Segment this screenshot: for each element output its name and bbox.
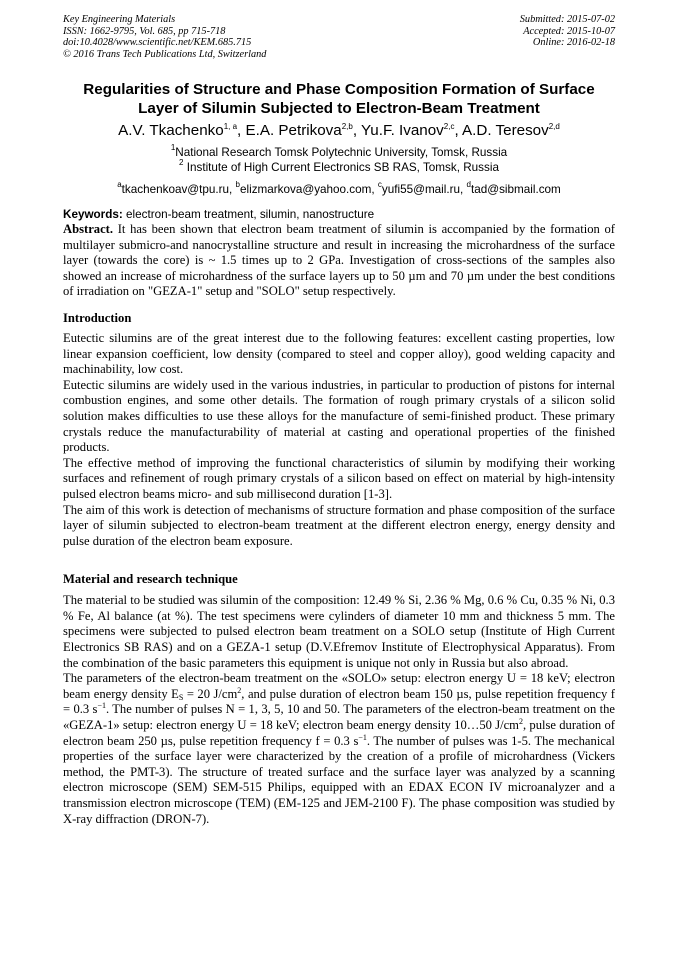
superscript: −1 (358, 732, 367, 742)
affiliation-text: Institute of High Current Electronics SB RAS, Tomsk, Russia (183, 161, 499, 174)
email-link[interactable]: tad@sibmail.com (470, 183, 561, 196)
text-run: The parameters of the electron-beam treatment on the «SOLO» setup: electron energy U = 18 keV; electron beam energy density E (63, 671, 615, 701)
paragraph-parameters (63, 671, 615, 827)
journal-name: Key Engineering Materials (63, 14, 176, 25)
author-list (63, 122, 615, 140)
text-run: , and pulse duration of electron beam 150 µs, pulse repetition frequency f = 0.3 s (63, 686, 616, 717)
paragraph: Eutectic silumins are of the great interest due to the following features: excellent casting properties, low linear expansion coefficient, low density (compared to steel and copper alloy), good welding capacity and machinability, low cost. (63, 330, 615, 377)
paragraph: Eutectic silumins are widely used in the various industries, in particular to production of pistons for internal combustion engines, and some other details. The formation of rough primary crystals of a silicon solid solution makes difficulties to use these alloys for the manufacture of semi-finished product. These primary crystals reduce the manufacturability of material at casting and operational properties of the finished products. (63, 377, 615, 455)
doi-link[interactable]: doi:10.4028/www.scientific.net/KEM.685.715 (63, 37, 252, 49)
publication-header (63, 14, 615, 64)
separator: , (460, 183, 467, 196)
journal-info (63, 14, 266, 60)
text-run: , pulse duration of electron beam 250 µs, pulse repetition frequency f = 0.3 s (63, 718, 615, 748)
text-run: . The number of pulses was 1-5. The mechanical properties of the surface layer were characterized by the creation of a profile of microhardness (Vickers method, the PMT-3). The structure of treated surface and the surface layer was analyzed by a scanning electron microscope (SEM) SEM-515 Philips, equipped with an EDAX ECON IV microanalyzer and a transmission electron microscope (TEM) (EM-125 and JEM-2100 F). The phase composition was studied by X-ray diffraction (DRON-7). (63, 733, 615, 826)
email-mark: d (466, 180, 471, 189)
paragraph: The material to be studied was silumin of the composition: 12.49 % Si, 2.36 % Mg, 0.6 % Cu, 0.35 % Ni, 0.3 % Fe, Al balance (at %). The test specimens were cylinders of diameter 10 mm and thickness 5 mm. The specimens were subjected to pulsed electron beam treatment on a SOLO setup (Institute of High Current Electronics SB RAS) and on a GEZA-1 setup (D.V.Efremov Institute of Electrophysical Apparatus). From the combination of the basic parameters this equipment is unique not only in Russia but also abroad. (63, 593, 615, 670)
copyright-line: © 2016 Trans Tech Publications Ltd, Switzerland (63, 48, 267, 60)
online-date: Online: 2016-02-18 (532, 37, 615, 49)
text-run: . The number of pulses N = 1, 3, 5, 10 and 50. The parameters of the electron-beam treatment on the «GEZA-1» setup: electron energy U = 18 keV; electron beam energy density 10…50 J/cm (63, 702, 615, 733)
superscript: 2 (237, 685, 242, 695)
section-heading-material: Material and research technique (63, 572, 238, 587)
keywords (63, 208, 615, 222)
subscript: S (178, 692, 184, 702)
author-affiliation-mark: 2,c (443, 122, 455, 131)
issn-line: ISSN: 1662-9795, Vol. 685, pp 715-718 (63, 25, 226, 37)
affiliations (63, 145, 615, 175)
paper-title (63, 80, 615, 118)
affiliation-mark: 2 (179, 158, 184, 167)
author: Yu.F. Ivanov (361, 122, 444, 139)
email-mark: c (377, 180, 382, 189)
separator: , (454, 122, 463, 139)
affiliation-text: National Research Tomsk Polytechnic University, Tomsk, Russia (175, 146, 508, 159)
superscript: 2 (518, 717, 523, 727)
abstract-text: It has been shown that electron beam treatment of silumin is accompanied by the formation of multilayer submicro-and nanocrystalline structure and result in increasing the microhardness of the surface layer (towards the core) is ~ 1.5 times up to 2 GPa. Investigation of cross-sections of the samples also showed an increase of microhardness of the surface layers up to 50 µm and 70 µm under the best conditions of irradiation on "GEZA-1" setup and "SOLO" setup respectively. (63, 222, 615, 299)
title-line-2: Layer of Silumin Subjected to Electron-Beam Treatment (138, 100, 540, 117)
keywords-text: electron-beam treatment, silumin, nanostructure (122, 208, 375, 221)
paragraph: The effective method of improving the functional characteristics of silumin by modifying their working surfaces and refinement of rough primary crystals of a silicon based on effect on material by high-intensity pulsed electron beams micro- and sub millisecond duration [1-3]. (63, 455, 615, 501)
separator: , (371, 183, 378, 196)
abstract (63, 222, 615, 300)
text-run: = 20 J/cm (183, 686, 238, 701)
section-heading-introduction: Introduction (63, 310, 132, 325)
paragraph: The aim of this work is detection of mechanisms of structure formation and phase composition of the surface layer of silumin subjected to electron-beam treatment at the different electron energy, energy density and pulse duration of the electron beam exposure. (63, 502, 615, 548)
accepted-date: Accepted: 2015-10-07 (523, 25, 615, 37)
author: A.V. Tkachenko (118, 122, 224, 139)
separator: , (352, 122, 362, 139)
affiliation-2 (63, 160, 615, 175)
abstract-label: Abstract. (63, 222, 114, 236)
author-affiliation-mark: 1, a (223, 122, 238, 131)
title-line-1: Regularities of Structure and Phase Composition Formation of Surface (83, 81, 595, 98)
affiliation-1 (63, 145, 615, 160)
email-link[interactable]: tkachenkoav@tpu.ru (121, 183, 230, 196)
author-affiliation-mark: 2,b (341, 122, 353, 131)
author-affiliation-mark: 2,d (548, 122, 560, 131)
affiliation-mark: 1 (170, 143, 176, 152)
email-link[interactable]: elizmarkova@yahoo.com (240, 183, 372, 196)
email-link[interactable]: yufi55@mail.ru (381, 183, 461, 196)
author-emails (63, 180, 615, 197)
email-mark: b (235, 180, 240, 189)
paper-body (63, 222, 615, 827)
separator: , (229, 183, 236, 196)
paper-page (63, 14, 615, 827)
email-mark: a (117, 180, 122, 189)
author: A.D. Teresov (462, 122, 549, 139)
superscript: −1 (97, 701, 106, 711)
publication-dates (520, 14, 615, 49)
separator: , (237, 122, 246, 139)
keywords-label: Keywords: (63, 208, 123, 221)
author: E.A. Petrikova (245, 122, 342, 139)
submitted-date: Submitted: 2015-07-02 (519, 14, 615, 25)
